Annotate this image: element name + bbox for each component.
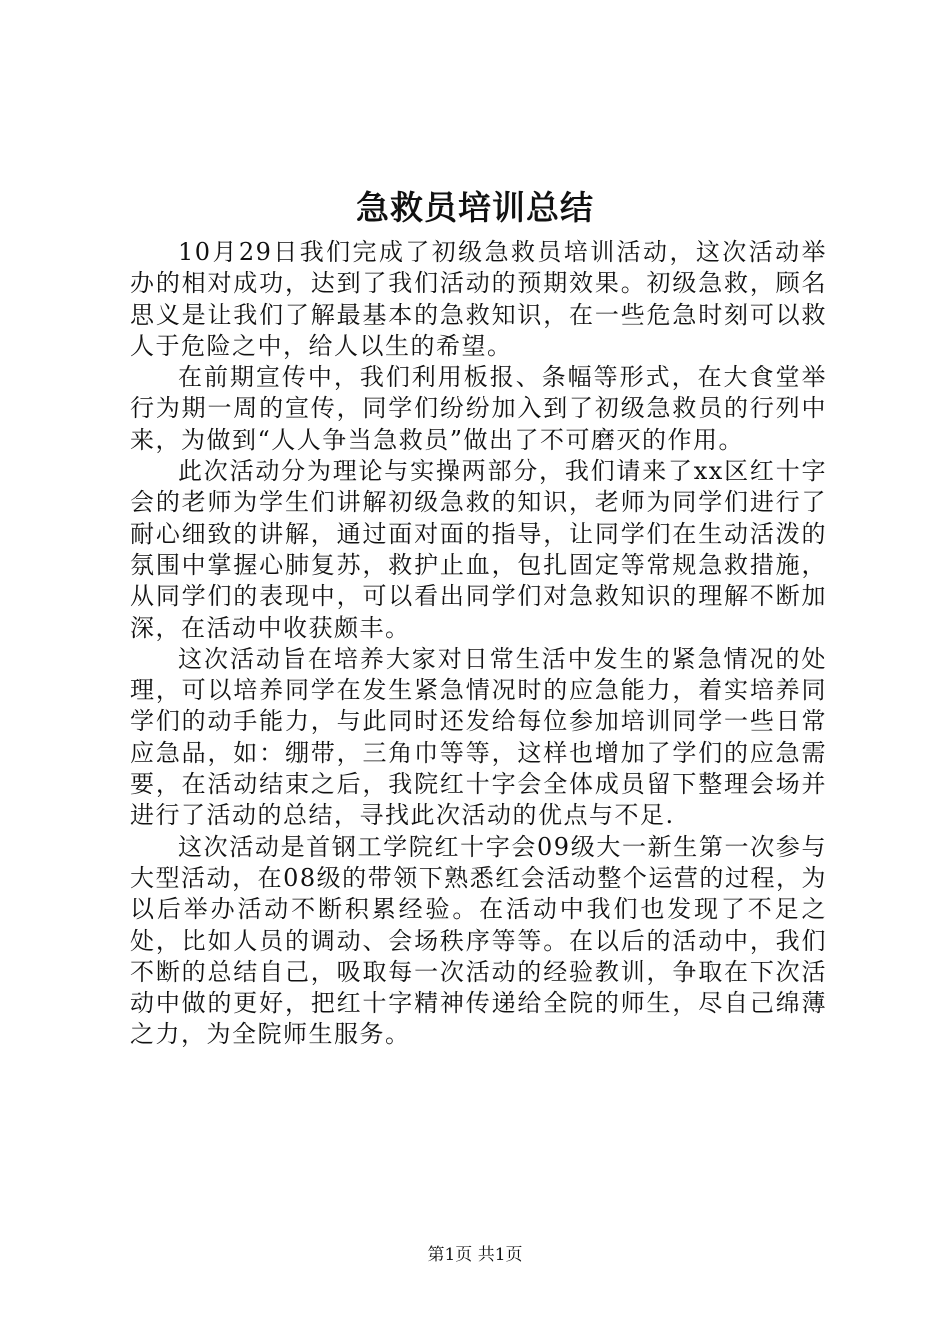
document-title: 急救员培训总结: [356, 188, 594, 227]
paragraph-activity: 此次活动分为理论与实操两部分，我们请来了xx区红十字会的老师为学生们讲解初级急救的知识，老师为同学们进行了耐心细致的讲解，通过面对面的指导，让同学们在生动活泼的氛围中掌握心肺复苏，救护止血，包扎固定等常规急救措施，从同学们的表现中，可以看出同学们对急救知识的理解不断加深，在活动中收获颇丰。: [130, 457, 827, 642]
paragraph-purpose: 这次活动旨在培养大家对日常生活中发生的紧急情况的处理，可以培养同学在发生紧急情况时的应急能力，着实培养同学们的动手能力，与此同时还发给每位参加培训同学一些日常应急品，如：绷带，三角巾等等，这样也增加了学们的应急需要，在活动结束之后，我院红十字会全体成员留下整理会场并进行了活动的总结，寻找此次活动的优点与不足.: [130, 644, 827, 830]
paragraph-conclusion: 这次活动是首钢工学院红十字会09级大一新生第一次参与大型活动，在08级的带领下熟悉红会活动整个运营的过程，为以后举办活动不断积累经验。在活动中我们也发现了不足之处，比如人员的调动、会场秩序等等。在以后的活动中，我们不断的总结自己，吸取每一次活动的经验教训，争取在下次活动中做的更好，把红十字精神传递给全院的师生，尽自己绵薄之力，为全院师生服务。: [130, 832, 827, 1049]
paragraph-publicity: 在前期宣传中，我们利用板报、条幅等形式，在大食堂举行为期一周的宣传，同学们纷纷加入到了初级急救员的行列中来，为做到“人人争当急救员”做出了不可磨灭的作用。: [130, 363, 827, 454]
paragraph-intro: 10月29日我们完成了初级急救员培训活动，这次活动举办的相对成功，达到了我们活动的预期效果。初级急救，顾名思义是让我们了解最基本的急救知识，在一些危急时刻可以救人于危险之中，给人以生的希望。: [130, 238, 827, 360]
page-number-footer: 第1页 共1页: [427, 1245, 523, 1265]
document-body: [130, 237, 827, 1051]
